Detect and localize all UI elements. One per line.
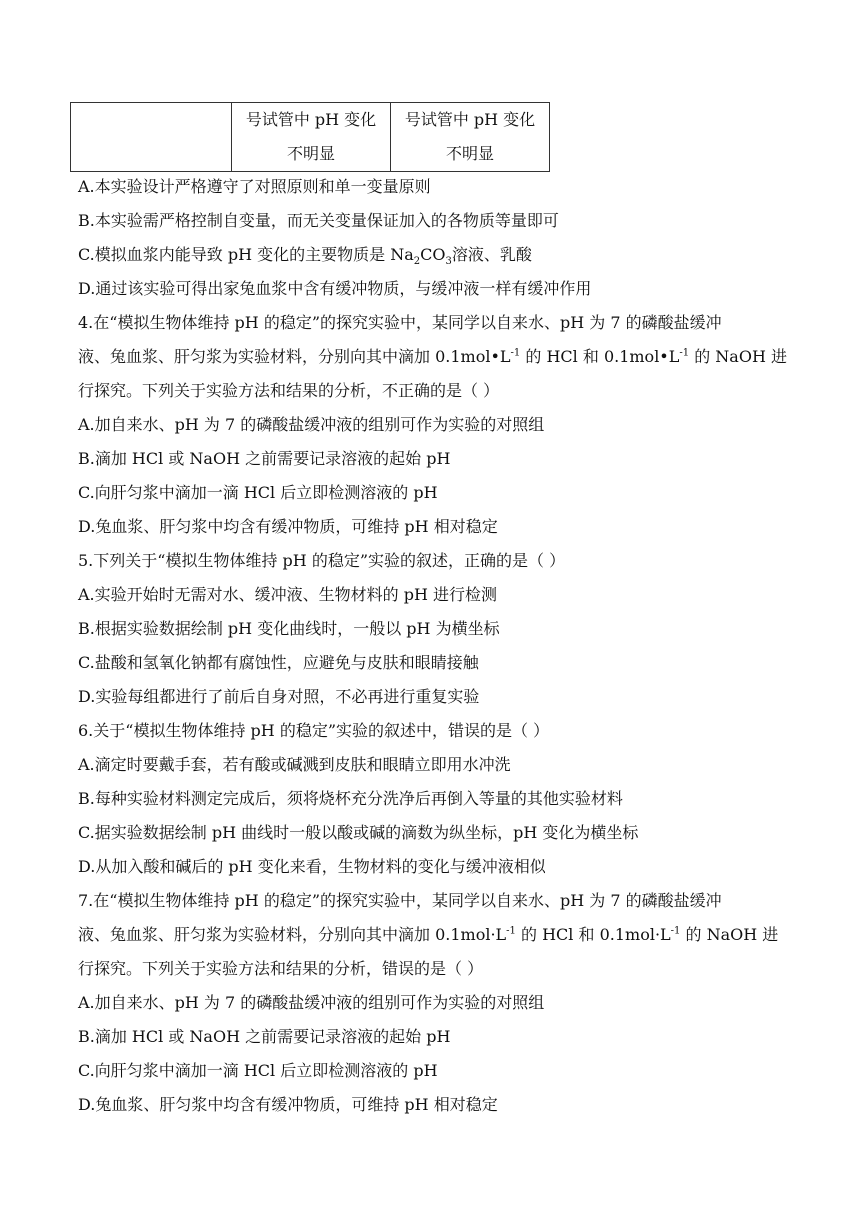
results-table: [70, 102, 550, 172]
q4-stem: 4.在“模拟生物体维持 pH 的稳定”的探究实验中，某同学以自来水、pH 为 7 的磷酸盐缓冲: [78, 313, 722, 332]
q5-option-d: D.实验每组都进行了前后自身对照，不必再进行重复实验: [78, 687, 480, 706]
text-run: 的 HCl 和 0.1mol•L: [520, 347, 680, 366]
table-cell: [391, 103, 550, 172]
q4-stem: 行探究。下列关于实验方法和结果的分析，不正确的是（ ）: [78, 381, 500, 400]
text-run: 液、兔血浆、肝匀浆为实验材料，分别向其中滴加 0.1mol·L: [78, 925, 507, 944]
table-cell-text: 号试管中 pH 变化: [404, 110, 536, 129]
question-text: [78, 170, 818, 1122]
subscript: 3: [445, 256, 452, 268]
superscript: -1: [506, 925, 516, 937]
table-cell-text: 号试管中 pH 变化: [245, 110, 377, 129]
subscript: 2: [413, 256, 421, 268]
table-cell: [232, 103, 391, 172]
text-run: 液、兔血浆、肝匀浆为实验材料，分别向其中滴加 0.1mol•L: [78, 347, 511, 366]
q3-option-a: A.本实验设计严格遵守了对照原则和单一变量原则: [78, 177, 431, 196]
q6-option-b: B.每种实验材料测定完成后，须将烧杯充分洗净后再倒入等量的其他实验材料: [78, 789, 623, 808]
table-cell-text: 不明显: [445, 144, 494, 163]
q7-option-c: C.向肝匀浆中滴加一滴 HCl 后立即检测溶液的 pH: [78, 1061, 438, 1080]
q3-option-c: [78, 238, 818, 272]
table-cell-empty: [71, 103, 232, 172]
q6-option-c: C.据实验数据绘制 pH 曲线时一般以酸或碱的滴数为纵坐标，pH 变化为横坐标: [78, 823, 639, 842]
q5-option-b: B.根据实验数据绘制 pH 变化曲线时，一般以 pH 为横坐标: [78, 619, 500, 638]
table-row: [71, 103, 550, 172]
q4-option-b: B.滴加 HCl 或 NaOH 之前需要记录溶液的起始 pH: [78, 449, 451, 468]
q3-option-d: D.通过该实验可得出家兔血浆中含有缓冲物质，与缓冲液一样有缓冲作用: [78, 279, 592, 298]
q4-option-a: A.加自来水、pH 为 7 的磷酸盐缓冲液的组别可作为实验的对照组: [78, 415, 545, 434]
q3-option-b: B.本实验需严格控制自变量，而无关变量保证加入的各物质等量即可: [78, 211, 559, 230]
q7-stem: 行探究。下列关于实验方法和结果的分析，错误的是（ ）: [78, 959, 484, 978]
text-run: C.模拟血浆内能导致 pH 变化的主要物质是 Na: [78, 245, 414, 264]
q7-option-b: B.滴加 HCl 或 NaOH 之前需要记录溶液的起始 pH: [78, 1027, 451, 1046]
q4-option-c: C.向肝匀浆中滴加一滴 HCl 后立即检测溶液的 pH: [78, 483, 438, 502]
q7-option-d: D.兔血浆、肝匀浆中均含有缓冲物质，可维持 pH 相对稳定: [78, 1095, 498, 1114]
q5-option-c: C.盐酸和氢氧化钠都有腐蚀性，应避免与皮肤和眼睛接触: [78, 653, 479, 672]
text-run: 的 HCl 和 0.1mol·L: [515, 925, 671, 944]
q7-stem: 7.在“模拟生物体维持 pH 的稳定”的探究实验中，某同学以自来水、pH 为 7 的磷酸盐缓冲: [78, 891, 722, 910]
text-run: 溶液、乳酸: [451, 245, 532, 264]
q6-option-a: A.滴定时要戴手套，若有酸或碱溅到皮肤和眼睛立即用水冲洗: [78, 755, 511, 774]
text-run: 的 NaOH 进: [689, 347, 787, 366]
superscript: -1: [679, 347, 690, 359]
q4-stem: [78, 340, 818, 374]
q4-option-d: D.兔血浆、肝匀浆中均含有缓冲物质，可维持 pH 相对稳定: [78, 517, 498, 536]
q6-option-d: D.从加入酸和碱后的 pH 变化来看，生物材料的变化与缓冲液相似: [78, 857, 546, 876]
q7-stem: [78, 918, 818, 952]
superscript: -1: [670, 925, 681, 937]
superscript: -1: [510, 347, 521, 359]
q7-option-a: A.加自来水、pH 为 7 的磷酸盐缓冲液的组别可作为实验的对照组: [78, 993, 545, 1012]
q5-stem: 5.下列关于“模拟生物体维持 pH 的稳定”实验的叙述，正确的是（ ）: [78, 551, 566, 570]
table-cell-text: 不明显: [286, 144, 335, 163]
q6-stem: 6.关于“模拟生物体维持 pH 的稳定”实验的叙述中，错误的是（ ）: [78, 721, 550, 740]
q5-option-a: A.实验开始时无需对水、缓冲液、生物材料的 pH 进行检测: [78, 585, 498, 604]
text-run: 的 NaOH 进: [680, 925, 779, 944]
text-run: CO: [420, 245, 446, 264]
